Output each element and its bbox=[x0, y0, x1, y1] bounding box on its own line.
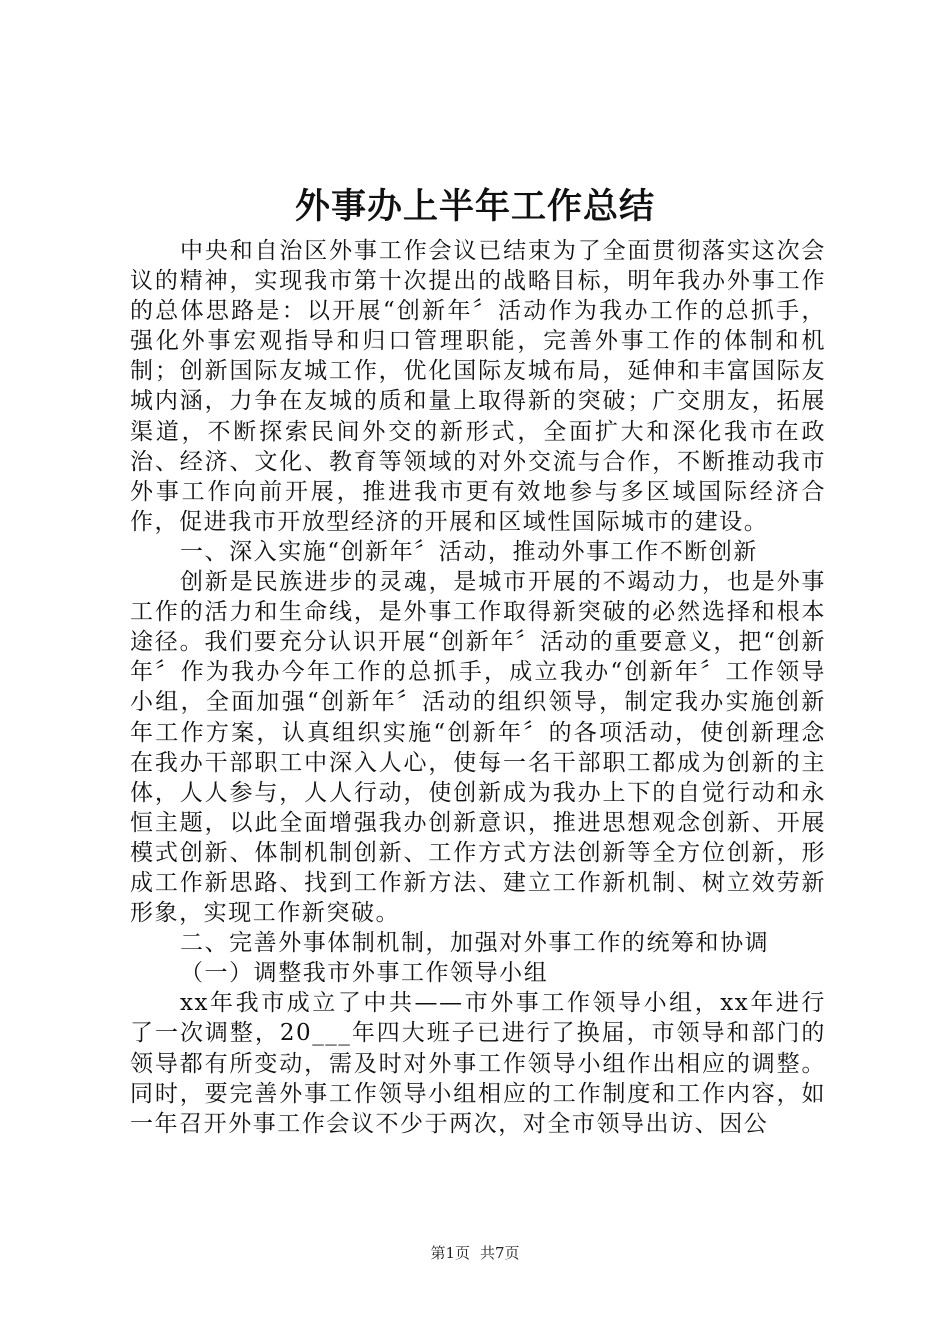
document-body bbox=[130, 236, 826, 1139]
section-heading-1: 一、深入实施“创新年〞活动，推动外事工作不断创新 bbox=[180, 538, 758, 565]
section-heading-2: 二、完善外事体制机制，加强对外事工作的统筹和协调 bbox=[180, 930, 770, 957]
paragraph-leadership-group: xx年我市成立了中共——市外事工作领导小组，xx年进行了一次调整，20___年四大班子已进行了换届，市领导和部门的领导都有所变动，需及时对外事工作领导小组作出相应的调整。同时，要完善外事工作领导小组相应的工作制度和工作内容，如一年召开外事工作会议不少于两次，对全市领导出访、因公 bbox=[130, 990, 826, 1137]
page-footer bbox=[0, 1243, 950, 1263]
paragraph-innovation: 创新是民族进步的灵魂，是城市开展的不竭动力，也是外事工作的活力和生命线，是外事工作取得新突破的必然选择和根本途径。我们要充分认识开展“创新年〞活动的重要意义，把“创新年〞作为我办今年工作的总抓手，成立我办“创新年〞工作领导小组，全面加强“创新年〞活动的组织领导，制定我办实施创新年工作方案，认真组织实施“创新年〞的各项活动，使创新理念在我办干部职工中深入人心，使每一名干部职工都成为创新的主体，人人参与，人人行动，使创新成为我办上下的自觉行动和永恒主题，以此全面增强我办创新意识，推进思想观念创新、开展模式创新、体制机制创新、工作方式方法创新等全方位创新，形成工作新思路、找到工作新方法、建立工作新机制、树立效劳新形象，实现工作新突破。 bbox=[130, 569, 826, 927]
document-title: 外事办上半年工作总结 bbox=[294, 186, 655, 227]
page-number: 第1页 bbox=[430, 1244, 470, 1262]
subsection-heading-1: （一）调整我市外事工作领导小组 bbox=[180, 960, 549, 987]
page-total: 共7页 bbox=[480, 1244, 520, 1262]
paragraph-intro: 中央和自治区外事工作会议已结束为了全面贯彻落实这次会议的精神，实现我市第十次提出的战略目标，明年我办外事工作的总体思路是：以开展“创新年〞活动作为我办工作的总抓手，强化外事宏观指导和归口管理职能，完善外事工作的体制和机制；创新国际友城工作，优化国际友城布局，延伸和丰富国际友城内涵，力争在友城的质和量上取得新的突破；广交朋友，拓展渠道，不断探索民间外交的新形式，全面扩大和深化我市在政治、经济、文化、教育等领域的对外交流与合作，不断推动我市外事工作向前开展，推进我市更有效地参与多区域国际经济合作，促进我市开放型经济的开展和区域性国际城市的建设。 bbox=[130, 238, 826, 535]
